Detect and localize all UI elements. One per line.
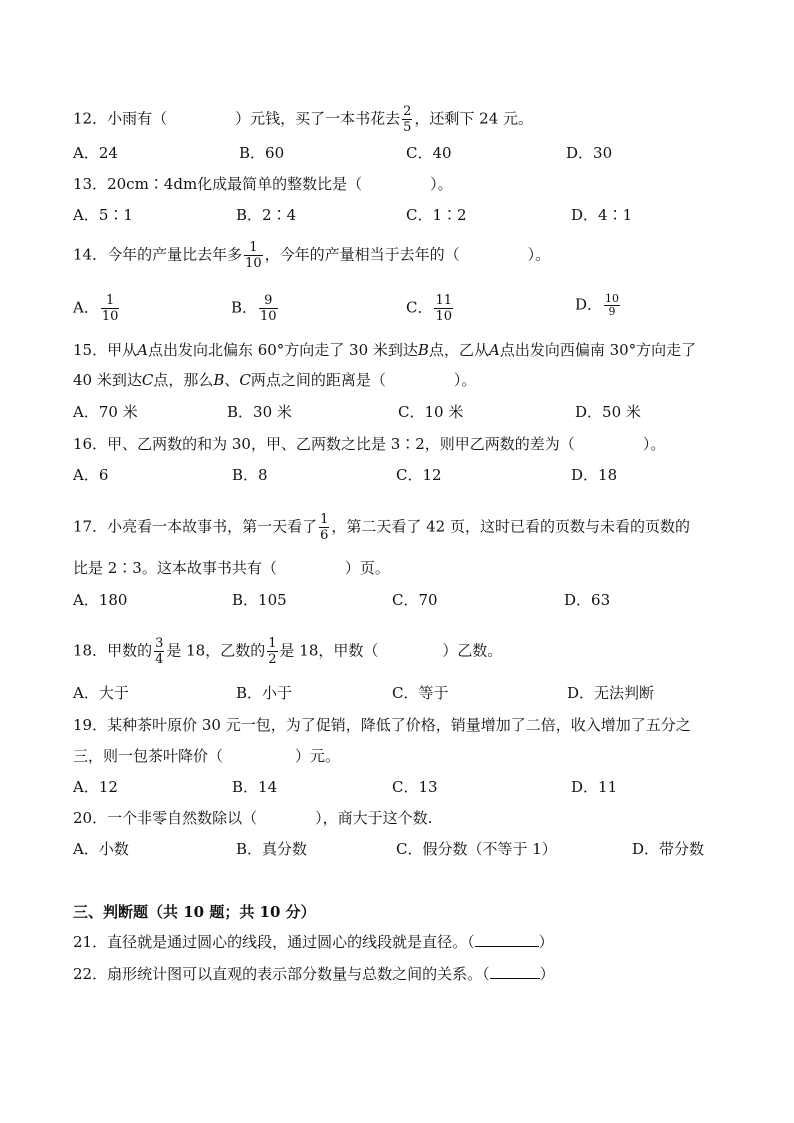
question-17-line-1: 17．小亮看一本故事书，第一天看了 $\frac{1}{6}$ ，第二天看了 42 页，这时已看的页数与未看的页数的 [73,512,691,543]
q19-option-a[interactable]: A．12 [73,778,118,796]
fraction: $\frac{1}{10}$ [245,240,262,271]
q19-option-b[interactable]: B．14 [232,778,278,796]
q13-text-pre: 13．20cm∶4dm化成最简单的整数比是（ [73,175,363,193]
q12-option-b[interactable]: B．60 [239,144,285,162]
q19-option-d[interactable]: D．11 [571,778,618,796]
q14-text-mid: ，今年的产量相当于去年的（ [264,245,460,264]
q12-text-pre: 12．小雨有（ [73,109,168,128]
question-12 [73,104,533,135]
q15-option-a[interactable]: A．70 米 [73,403,138,421]
q17-option-c[interactable]: C．70 [392,591,438,609]
q18-option-b[interactable]: B．小于 [236,684,293,702]
q16-option-a[interactable]: A．6 [73,466,109,484]
q15-option-c[interactable]: C．10 米 [398,403,464,421]
q16-option-d[interactable]: D．18 [571,466,618,484]
question-19-line-1: 19．某种茶叶原价 30 元一包，为了促销，降低了价格，销量增加了二倍，收入增加了五分之 [73,716,691,734]
q20-option-b[interactable]: B．真分数 [236,840,308,858]
q17-option-b[interactable]: B．105 [232,591,287,609]
question-13 [73,174,453,194]
question-15-line-1: 15．甲从A点出发向北偏东 60°方向走了 30 米到达B点，乙从A点出发向西偏南 30°方向走了 [73,341,697,359]
fraction: $\frac{10}{9}$ [605,292,620,318]
q12-text-mid: ）元钱，买了一本书花去 [235,109,401,128]
q12-option-c[interactable]: C．40 [406,144,452,162]
fraction: $\frac{9}{10}$ [260,293,277,324]
question-19-line-2: 三，则一包茶叶降价（ ）元。 [73,747,341,765]
q14-option-a[interactable]: A． $\frac{1}{10}$ [73,293,119,324]
q17-option-d[interactable]: D．63 [564,591,611,609]
q13-option-d[interactable]: D．4∶1 [571,206,633,224]
q19-option-c[interactable]: C．13 [392,778,438,796]
fraction: $\frac{11}{10}$ [435,293,453,324]
question-21: 21．直径就是通过圆心的线段，通过圆心的线段就是直径。（ ） [73,933,554,951]
q20-option-a[interactable]: A．小数 [73,840,129,858]
q13-option-c[interactable]: C．1∶2 [406,206,467,224]
q14-text-post: ）。 [527,245,551,264]
q13-option-a[interactable]: A．5∶1 [73,206,133,224]
fraction: $\frac{1}{2}$ [268,636,277,667]
q15-option-d[interactable]: D．50 米 [575,403,641,421]
fraction: $\frac{1}{6}$ [320,512,329,543]
fraction: $\frac{3}{4}$ [155,636,164,667]
q12-option-a[interactable]: A．24 [73,144,118,162]
q14-option-b[interactable]: B． $\frac{9}{10}$ [231,293,277,324]
q17-option-a[interactable]: A．180 [73,591,128,609]
q13-text-post: ）。 [430,175,453,193]
q16-option-c[interactable]: C．12 [396,466,442,484]
answer-blank[interactable] [475,932,539,947]
q12-text-post: ，还剩下 24 元。 [414,109,534,128]
q14-option-c[interactable]: C． $\frac{11}{10}$ [406,293,453,324]
question-20: 20．一个非零自然数除以（ ），商大于这个数. [73,809,433,827]
q15-option-b[interactable]: B．30 米 [227,403,292,421]
q14-text-pre: 14．今年的产量比去年多 [73,245,243,264]
question-22: 22．扇形统计图可以直观的表示部分数量与总数之间的关系。（ ） [73,965,555,983]
fraction: $\frac{1}{10}$ [101,293,119,324]
question-14 [73,240,550,271]
q20-option-c[interactable]: C．假分数（不等于 1） [396,840,557,858]
q16-option-b[interactable]: B．8 [232,466,268,484]
q18-option-a[interactable]: A．大于 [73,684,129,702]
q13-option-b[interactable]: B．2∶4 [236,206,297,224]
q18-option-c[interactable]: C．等于 [392,684,449,702]
section-title: 三、判断题（共 10 题；共 10 分） [73,903,316,921]
q18-option-d[interactable]: D．无法判断 [567,684,655,702]
q12-option-d[interactable]: D．30 [566,144,613,162]
question-18: 18．甲数的 $\frac{3}{4}$ 是 18，乙数的 $\frac{1}{2}$ 是 18，甲数（ ）乙数。 [73,636,503,667]
fraction: $\frac{2}{5}$ [403,104,412,135]
question-17-line-2: 比是 2∶3。这本故事书共有（ ）页。 [73,559,390,577]
answer-blank[interactable] [490,964,540,979]
q20-option-d[interactable]: D．带分数 [632,840,705,858]
question-16: 16．甲、乙两数的和为 30，甲、乙两数之比是 3∶2，则甲乙两数的差为（ ）。 [73,435,666,453]
question-15-line-2: 40 米到达C点，那么B、C两点之间的距离是（ ）。 [73,371,477,389]
q14-option-d[interactable]: D． $\frac{10}{9}$ [575,292,620,318]
